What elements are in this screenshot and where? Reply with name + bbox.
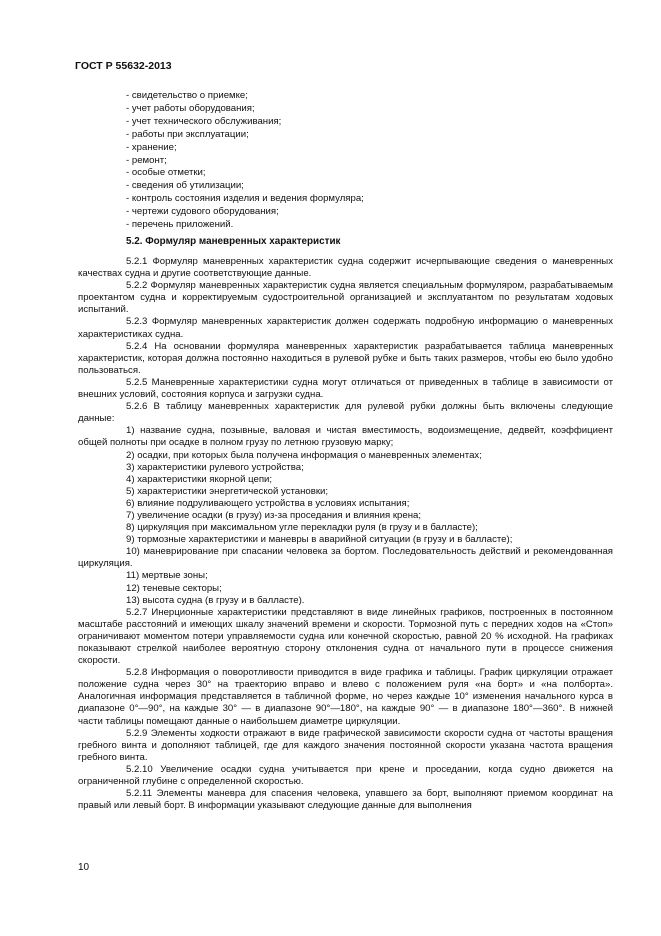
paragraph-5-2-8: 5.2.8 Информация о поворотливости приводится в виде графика и таблицы. График циркуляции отражает положение судна через 30° на траекторию вправо и влево с положением руля «на борт» и «на полборта». Аналогичная информация представляется в табличной форме, но через каждые 10° изменения начального курса в диапазоне 0°—90°, на каждые 30° — в диапазоне 90°—180°, на каждые 90° — в диапазоне 180°—360°. В нижней части таблицы помещают данные о наибольшем диаметре циркуляции. <box>78 667 613 727</box>
list-item: - контроль состояния изделия и ведения формуляра; <box>126 193 364 205</box>
data-list-item-1: 1) название судна, позывные, валовая и чистая вместимость, водоизмещение, дедвейт, коэффициент общей полноты при осадке в полном грузу по летнюю грузовую марку; <box>78 425 613 449</box>
data-list-item-3: 3) характеристики рулевого устройства; <box>126 461 304 473</box>
paragraph-5-2-9: 5.2.9 Элементы ходкости отражают в виде графической зависимости скорости судна от частоты вращения гребного винта и дополняют таблицей, где для каждого значения постоянной скорости указана частота вращения гребного винта. <box>78 727 613 763</box>
list-item: - особые отметки; <box>126 167 206 179</box>
data-list-item-10: 10) маневрирование при спасании человека за бортом. Последовательность действий и рекомендованная циркуляция. <box>78 546 613 570</box>
paragraph-5-2-5: 5.2.5 Маневренные характеристики судна могут отличаться от приведенных в таблице в зависимости от внешних условий, состояния корпуса и загрузки судна. <box>78 376 613 401</box>
document-header: ГОСТ Р 55632-2013 <box>75 60 172 72</box>
data-list-item-11: 11) мертвые зоны; <box>126 570 208 582</box>
data-list-item-4: 4) характеристики якорной цепи; <box>126 473 273 485</box>
list-item: - ремонт; <box>126 154 167 166</box>
list-item: - сведения об утилизации; <box>126 180 244 192</box>
data-list-item-12: 12) теневые секторы; <box>126 582 222 594</box>
data-list-item-13: 13) высота судна (в грузу и в балласте). <box>126 594 305 606</box>
paragraph-5-2-7: 5.2.7 Инерционные характеристики представляют в виде линейных графиков, построенных в постоянном масштабе расстояний и имеющих шкалу значений времени и скорости. Тормозной путь с передних ходов на «Стоп» ограничивают моментом потери управляемости судна или конечной скоростью, равной 20 % исходной. На графиках показывают стрелкой наиболее вероятную сторону отклонения судна от начального пути в процессе снижения скорости. <box>78 606 613 667</box>
document-body <box>78 256 613 812</box>
contents-list <box>126 90 586 232</box>
list-item: - чертежи судового оборудования; <box>126 206 279 218</box>
list-item: - свидетельство о приемке; <box>126 90 248 101</box>
paragraph-5-2-2: 5.2.2 Формуляр маневренных характеристик судна является специальным формуляром, разрабатываемым проектантом судна и корректируемым судостроительной организацией и эксплуатантом по результатам ходовых испытаний. <box>78 280 613 316</box>
data-list-item-8: 8) циркуляция при максимальном угле перекладки руля (в грузу и в балласте); <box>126 522 478 534</box>
section-heading: 5.2. Формуляр маневренных характеристик <box>126 236 341 247</box>
data-list-item-5: 5) характеристики энергетической установки; <box>126 485 329 497</box>
data-list-item-2: 2) осадки, при которых была получена информация о маневренных элементах; <box>126 449 482 461</box>
list-item: - работы при эксплуатации; <box>126 128 249 140</box>
data-list-item-6: 6) влияние подруливающего устройства в условиях испытания; <box>126 497 410 509</box>
data-list-item-7: 7) увеличение осадки (в грузу) из-за проседания и влияния крена; <box>126 509 421 521</box>
page-number: 10 <box>78 862 90 873</box>
list-item: - перечень приложений. <box>126 219 234 231</box>
paragraph-5-2-6: 5.2.6 В таблицу маневренных характеристик для рулевой рубки должны быть включены следующие данные: <box>78 401 613 425</box>
list-item: - хранение; <box>126 141 177 153</box>
list-item: - учет технического обслуживания; <box>126 115 282 127</box>
paragraph-5-2-4: 5.2.4 На основании формуляра маневренных характеристик разрабатывается таблица маневренных характеристик, которая должна постоянно находиться в рулевой рубке и быть таких размеров, чтобы ею было удобно пользоваться. <box>78 340 613 376</box>
list-item: - учет работы оборудования; <box>126 102 255 114</box>
paragraph-5-2-3: 5.2.3 Формуляр маневренных характеристик должен содержать подробную информацию о маневренных характеристиках судна. <box>78 316 613 340</box>
paragraph-5-2-1: 5.2.1 Формуляр маневренных характеристик судна содержит исчерпывающие сведения о маневренных качествах судна и другие соответствующие данные. <box>78 256 613 280</box>
paragraph-5-2-10: 5.2.10 Увеличение осадки судна учитывается при крене и проседании, когда судно движется на ограниченной глубине с определенной скоростью. <box>78 763 613 788</box>
paragraph-5-2-11: 5.2.11 Элементы маневра для спасения человека, упавшего за борт, выполняют приемом координат на правый или левый борт. В информации указывают следующие данные для выполнения <box>78 788 613 812</box>
data-list-item-9: 9) тормозные характеристики и маневры в аварийной ситуации (в грузу и в балласте); <box>126 534 513 546</box>
